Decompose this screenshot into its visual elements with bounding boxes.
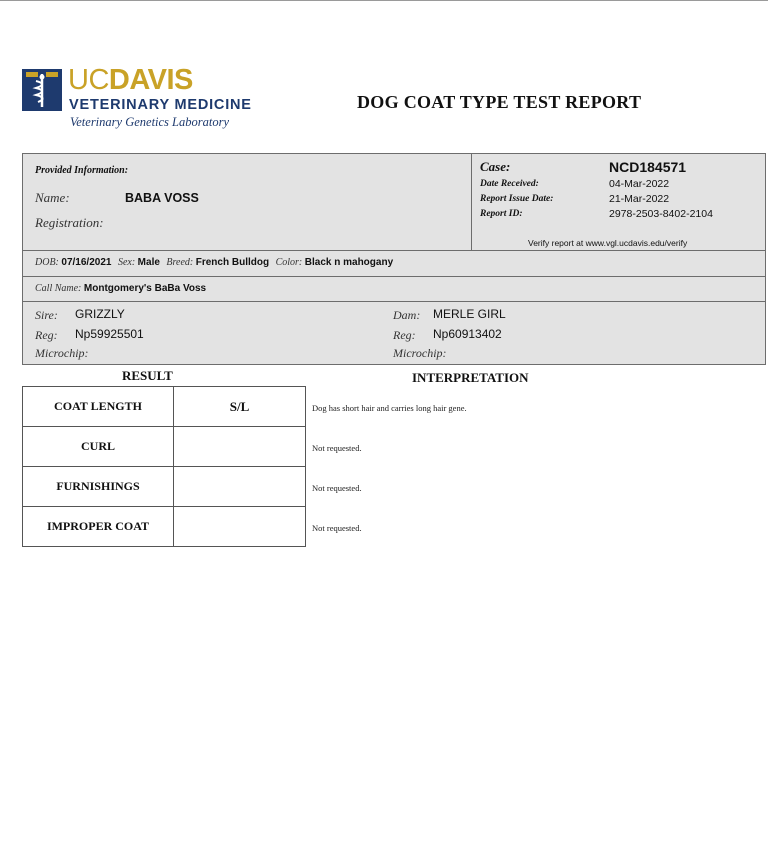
results-table bbox=[22, 386, 306, 547]
color-label: Color: bbox=[275, 257, 303, 268]
report-id-value: 2978-2503-8402-2104 bbox=[609, 208, 713, 220]
issue-date-value: 21-Mar-2022 bbox=[609, 193, 670, 205]
animal-details-row bbox=[22, 251, 766, 277]
table-row bbox=[23, 387, 306, 427]
sire-reg-value: Np59925501 bbox=[75, 327, 144, 341]
interpretation-text: Not requested. bbox=[312, 443, 362, 453]
dam-name: MERLE GIRL bbox=[433, 307, 506, 321]
call-name-row bbox=[22, 277, 766, 302]
table-row bbox=[23, 467, 306, 507]
sire-label: Sire: bbox=[35, 308, 58, 322]
test-name: CURL bbox=[23, 427, 174, 467]
test-result bbox=[174, 467, 306, 507]
dam-microchip-label: Microchip: bbox=[393, 346, 447, 360]
interpretation-text: Dog has short hair and carries long hair gene. bbox=[312, 403, 467, 413]
case-number: NCD184571 bbox=[609, 159, 687, 175]
test-name: COAT LENGTH bbox=[23, 387, 174, 427]
report-title: DOG COAT TYPE TEST REPORT bbox=[357, 92, 642, 112]
provided-information-box bbox=[22, 153, 472, 251]
ucdavis-wordmark: UCDAVIS bbox=[68, 64, 193, 96]
dob-label: DOB: bbox=[35, 257, 59, 268]
dam-reg-label: Reg: bbox=[393, 328, 416, 342]
interpretation-text: Not requested. bbox=[312, 483, 362, 493]
sex-label: Sex: bbox=[117, 257, 136, 268]
interpretation-text: Not requested. bbox=[312, 523, 362, 533]
date-received-value: 04-Mar-2022 bbox=[609, 178, 670, 190]
color-value: Black n mahogany bbox=[304, 257, 394, 268]
report-id-label: Report ID: bbox=[480, 209, 523, 219]
provided-information-heading: Provided Information: bbox=[35, 165, 129, 176]
breed-value: French Bulldog bbox=[195, 257, 270, 268]
call-name-value: Montgomery's BaBa Voss bbox=[83, 283, 207, 294]
test-name: IMPROPER COAT bbox=[23, 507, 174, 547]
sire-microchip-label: Microchip: bbox=[35, 346, 89, 360]
ucdavis-shield-icon bbox=[22, 69, 62, 111]
test-name: FURNISHINGS bbox=[23, 467, 174, 507]
test-result bbox=[174, 427, 306, 467]
table-row bbox=[23, 427, 306, 467]
sex-value: Male bbox=[137, 257, 160, 268]
name-label: Name: bbox=[35, 190, 70, 205]
call-name-label: Call Name: bbox=[35, 283, 82, 294]
result-heading: RESULT bbox=[122, 368, 173, 383]
dam-label: Dam: bbox=[393, 308, 421, 322]
interpretation-heading: INTERPRETATION bbox=[412, 370, 529, 385]
parentage-box bbox=[22, 302, 766, 365]
case-information-box bbox=[471, 153, 766, 251]
issue-date-label: Report Issue Date: bbox=[480, 194, 554, 204]
sire-reg-label: Reg: bbox=[35, 328, 58, 342]
lab-name: Veterinary Genetics Laboratory bbox=[70, 115, 230, 129]
case-label: Case: bbox=[480, 159, 511, 174]
test-result bbox=[174, 507, 306, 547]
sire-name: GRIZZLY bbox=[75, 307, 125, 321]
date-received-label: Date Received: bbox=[480, 179, 539, 189]
table-row bbox=[23, 507, 306, 547]
test-result: S/L bbox=[174, 387, 306, 427]
school-name: VETERINARY MEDICINE bbox=[69, 97, 252, 113]
dog-name: BABA VOSS bbox=[125, 191, 199, 205]
dam-reg-value: Np60913402 bbox=[433, 327, 502, 341]
breed-label: Breed: bbox=[166, 257, 194, 268]
registration-label: Registration: bbox=[35, 215, 104, 230]
verify-note: Verify report at www.vgl.ucdavis.edu/verify bbox=[528, 238, 688, 248]
dob-value: 07/16/2021 bbox=[61, 257, 112, 268]
